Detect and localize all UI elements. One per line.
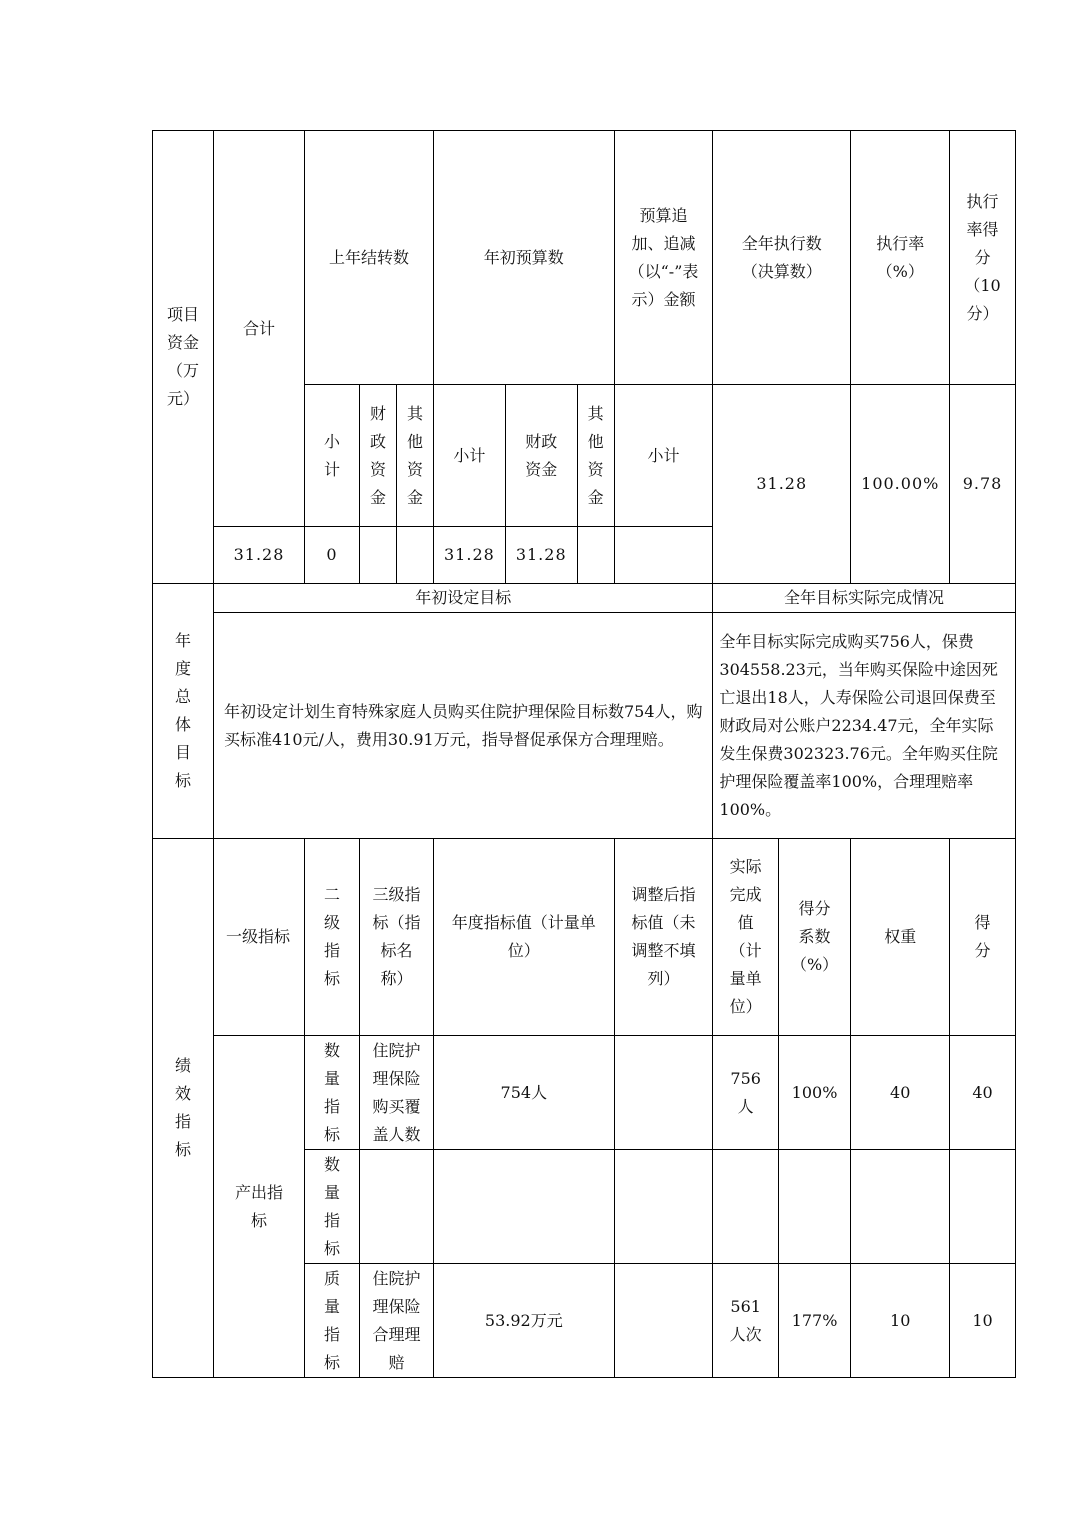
row3-score-coef: 177%: [778, 1264, 850, 1378]
row2-score: [950, 1150, 1015, 1264]
initial-budget-header: 年初预算数: [434, 131, 615, 385]
row2-weight: [851, 1150, 950, 1264]
carryover-header: 上年结转数: [305, 131, 434, 385]
adjust-subtotal-value: [614, 527, 713, 584]
funds-total-value: 31.28: [214, 527, 305, 584]
row1-weight: 40: [851, 1036, 950, 1150]
adjust-subtotal-header: 小计: [614, 385, 713, 527]
row3-level2: 质量指标: [305, 1264, 360, 1378]
row2-level2: 数量指标: [305, 1150, 360, 1264]
carry-other-header: 其他资金: [397, 385, 434, 527]
annual-value-header: 年度指标值（计量单位）: [434, 839, 615, 1036]
row2-score-coef: [778, 1150, 850, 1264]
exec-score-value: 9.78: [950, 385, 1015, 584]
row3-adjusted-value: [614, 1264, 713, 1378]
budget-fiscal-header: 财政资金: [505, 385, 577, 527]
row3-weight: 10: [851, 1264, 950, 1378]
weight-header: 权重: [851, 839, 950, 1036]
actual-value-header: 实际完成值（计量单位）: [713, 839, 779, 1036]
row3-annual-value: 53.92万元: [434, 1264, 615, 1378]
budget-subtotal-value: 31.28: [434, 527, 506, 584]
exec-score-header: 执行率得分（10分）: [950, 131, 1015, 385]
carry-fiscal-header: 财政资金: [360, 385, 397, 527]
row2-level3: [360, 1150, 434, 1264]
row1-level3: 住院护理保险购买覆盖人数: [360, 1036, 434, 1150]
row1-level2: 数量指标: [305, 1036, 360, 1150]
score-coef-header: 得分系数（%）: [778, 839, 850, 1036]
row1-annual-value: 754人: [434, 1036, 615, 1150]
row2-adjusted-value: [614, 1150, 713, 1264]
row2-annual-value: [434, 1150, 615, 1264]
carry-subtotal-header: 小计: [305, 385, 360, 527]
budget-fiscal-value: 31.28: [505, 527, 577, 584]
actual-goal-header: 全年目标实际完成情况: [713, 584, 1015, 613]
exec-rate-header: 执行率（%）: [851, 131, 950, 385]
level2-header: 二级指标: [305, 839, 360, 1036]
budget-subtotal-header: 小计: [434, 385, 506, 527]
row3-level3: 住院护理保险合理理赔: [360, 1264, 434, 1378]
carry-fiscal-value: [360, 527, 397, 584]
level1-output-label: 产出指标: [214, 1036, 305, 1378]
budget-other-value: [577, 527, 614, 584]
row1-actual-value: 756人: [713, 1036, 779, 1150]
initial-goal-text: 年初设定计划生育特殊家庭人员购买住院护理保险目标数754人，购买标准410元/人，费用30.91万元，指导督促承保方合理理赔。: [214, 613, 713, 839]
row1-score-coef: 100%: [778, 1036, 850, 1150]
goals-section-label: 年度总体目标: [153, 584, 214, 839]
execution-value: 31.28: [713, 385, 851, 584]
budget-adjust-header: 预算追加、追减（以“-”表示）金额: [614, 131, 713, 385]
row3-actual-value: 561人次: [713, 1264, 779, 1378]
execution-header: 全年执行数（决算数）: [713, 131, 851, 385]
row2-actual-value: [713, 1150, 779, 1264]
performance-table: [152, 130, 1016, 1378]
funds-total-header: 合计: [214, 131, 305, 527]
row1-adjusted-value: [614, 1036, 713, 1150]
row3-score: 10: [950, 1264, 1015, 1378]
carry-other-value: [397, 527, 434, 584]
level3-header: 三级指标（指标名称）: [360, 839, 434, 1036]
initial-goal-header: 年初设定目标: [214, 584, 713, 613]
funds-section-label: 项目资金（万元）: [153, 131, 214, 584]
exec-rate-value: 100.00%: [851, 385, 950, 584]
actual-goal-text: 全年目标实际完成购买756人，保费304558.23元，当年购买保险中途因死亡退出18人，人寿保险公司退回保费至财政局对公账户2234.47元，全年实际发生保费302323.76元。全年购买住院护理保险覆盖率100%，合理理赔率100%。: [713, 613, 1015, 839]
carry-subtotal-value: 0: [305, 527, 360, 584]
adjusted-value-header: 调整后指标值（未调整不填列）: [614, 839, 713, 1036]
score-header: 得分: [950, 839, 1015, 1036]
row1-score: 40: [950, 1036, 1015, 1150]
budget-other-header: 其他资金: [577, 385, 614, 527]
level1-header: 一级指标: [214, 839, 305, 1036]
indicators-section-label: 绩效指标: [153, 839, 214, 1378]
